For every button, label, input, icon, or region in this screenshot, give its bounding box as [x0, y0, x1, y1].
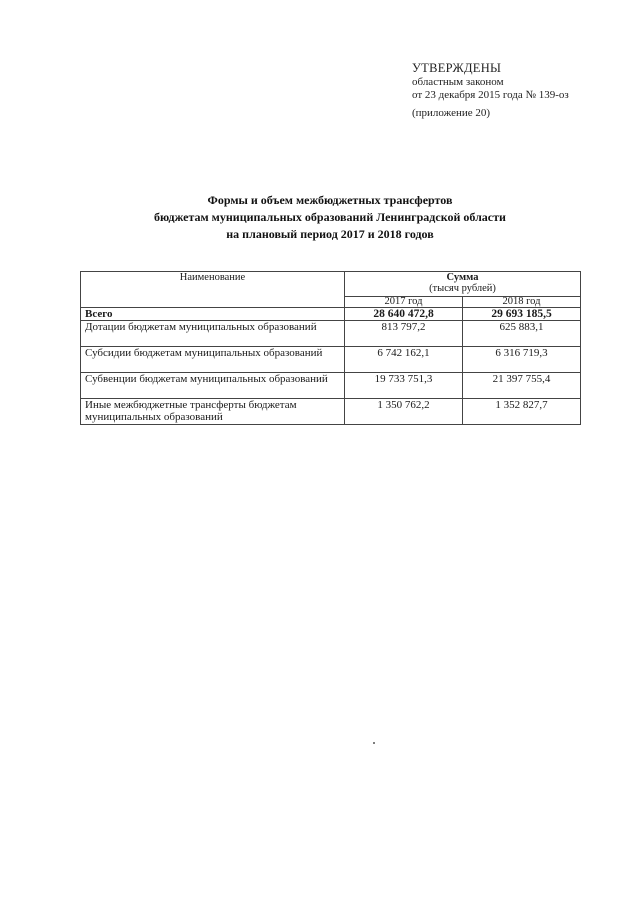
- column-header-name: Наименование: [81, 272, 345, 308]
- table-row: [81, 321, 581, 347]
- approval-appendix: (приложение 20): [412, 107, 491, 119]
- column-header-2018: 2018 год: [463, 297, 581, 308]
- approval-law: областным законом: [412, 76, 504, 88]
- table-header-row: [81, 272, 581, 297]
- title-line-1: Формы и объем межбюджетных трансфертов: [207, 193, 453, 207]
- table-row: [81, 347, 581, 373]
- row-value-2018: 21 397 755,4: [463, 373, 581, 399]
- approval-stamp: [412, 62, 627, 120]
- row-label: Дотации бюджетам муниципальных образований: [81, 321, 345, 347]
- total-row: [81, 308, 581, 321]
- title-line-3: на плановый период 2017 и 2018 годов: [226, 227, 434, 241]
- row-value-2018: 1 352 827,7: [463, 399, 581, 425]
- row-label: Субсидии бюджетам муниципальных образований: [81, 347, 345, 373]
- row-label: Иные межбюджетные трансферты бюджетам муниципальных образований: [81, 399, 345, 425]
- row-value-2017: 813 797,2: [345, 321, 463, 347]
- total-2018: 29 693 185,5: [463, 308, 581, 321]
- row-value-2018: 625 883,1: [463, 321, 581, 347]
- approval-heading: УТВЕРЖДЕНЫ: [412, 61, 502, 75]
- row-value-2017: 19 733 751,3: [345, 373, 463, 399]
- transfers-table: [80, 271, 581, 425]
- document-title: [70, 192, 590, 243]
- scan-speck: [373, 742, 375, 744]
- sum-unit: (тысяч рублей): [429, 283, 496, 294]
- title-line-2: бюджетам муниципальных образований Ленинградской области: [154, 210, 506, 224]
- row-value-2017: 1 350 762,2: [345, 399, 463, 425]
- approval-date: от 23 декабря 2015 года № 139-оз: [412, 89, 569, 101]
- sum-label: Сумма: [446, 272, 479, 283]
- total-label: Всего: [81, 308, 345, 321]
- table-row: [81, 373, 581, 399]
- row-value-2018: 6 316 719,3: [463, 347, 581, 373]
- total-2017: 28 640 472,8: [345, 308, 463, 321]
- row-label: Субвенции бюджетам муниципальных образований: [81, 373, 345, 399]
- column-header-2017: 2017 год: [345, 297, 463, 308]
- row-value-2017: 6 742 162,1: [345, 347, 463, 373]
- column-header-sum: [345, 272, 581, 297]
- table-row: [81, 399, 581, 425]
